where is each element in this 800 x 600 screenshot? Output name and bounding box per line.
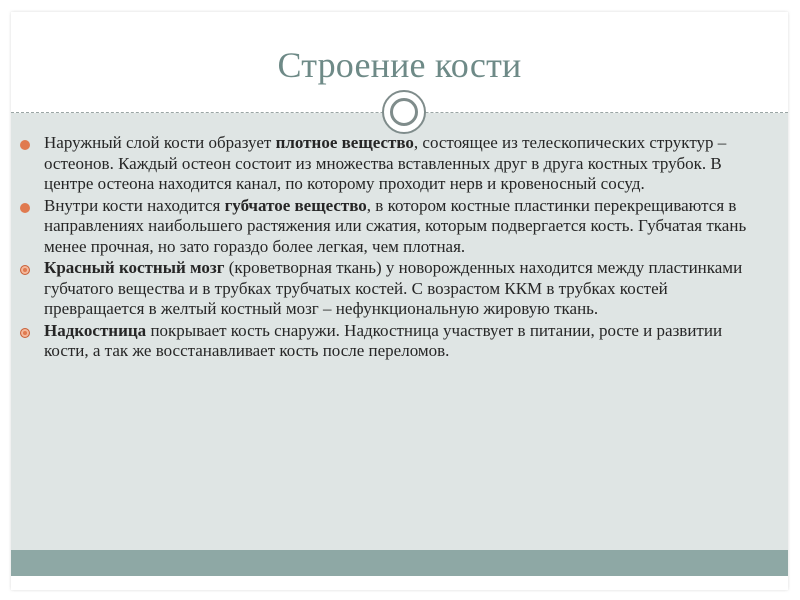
bullet-list bbox=[20, 133, 760, 363]
list-item bbox=[20, 133, 760, 195]
slide-title: Строение кости bbox=[277, 45, 522, 85]
item-bold-term: Красный костный мозг bbox=[44, 258, 225, 277]
item-bold-term: плотное вещество bbox=[275, 133, 414, 152]
item-text-before: Наружный слой кости образует bbox=[44, 133, 276, 152]
item-text-before: Внутри кости находится bbox=[44, 195, 225, 215]
bullet-dot-icon bbox=[20, 140, 30, 150]
item-bold-term: Надкостница bbox=[44, 320, 147, 340]
bullet-ring-icon bbox=[20, 265, 30, 275]
list-item bbox=[20, 321, 760, 362]
item-text-after: (кроветворная ткань) у новорожденных находится между пластинками губчатого вещества и в трубках трубчатых костей. С возрастом ККМ в трубках костей превращается в желтый костный мозг – нефункциональную жировую ткань. bbox=[44, 258, 743, 318]
circle-ornament-icon bbox=[382, 90, 426, 134]
bullet-ring-icon bbox=[20, 328, 30, 338]
item-text-after: , в котором костные пластинки перекрещиваются в направлениях наибольшего растяжения или сжатия, которым подвергается кость. Губчатая ткань менее прочная, но зато гораздо более легкая, чем плотная. bbox=[44, 195, 747, 256]
bullet-dot-icon bbox=[20, 203, 30, 213]
list-item bbox=[20, 258, 760, 320]
item-text-after: , состоящее из телескопических структур – остеонов. Каждый остеон состоит из множества вставленных друг в друга костных трубок. В центре остеона находится канал, по которому проходит нерв и кровеносный сосуд. bbox=[44, 133, 727, 193]
item-bold-term: губчатое вещество bbox=[224, 195, 367, 215]
footer-band bbox=[11, 550, 788, 576]
inner-ring bbox=[390, 98, 418, 126]
item-text-after: покрывает кость снаружи. Надкостница участвует в питании, росте и развитии кости, а так же восстанавливает кость после переломов. bbox=[44, 320, 723, 360]
list-item bbox=[20, 196, 760, 258]
